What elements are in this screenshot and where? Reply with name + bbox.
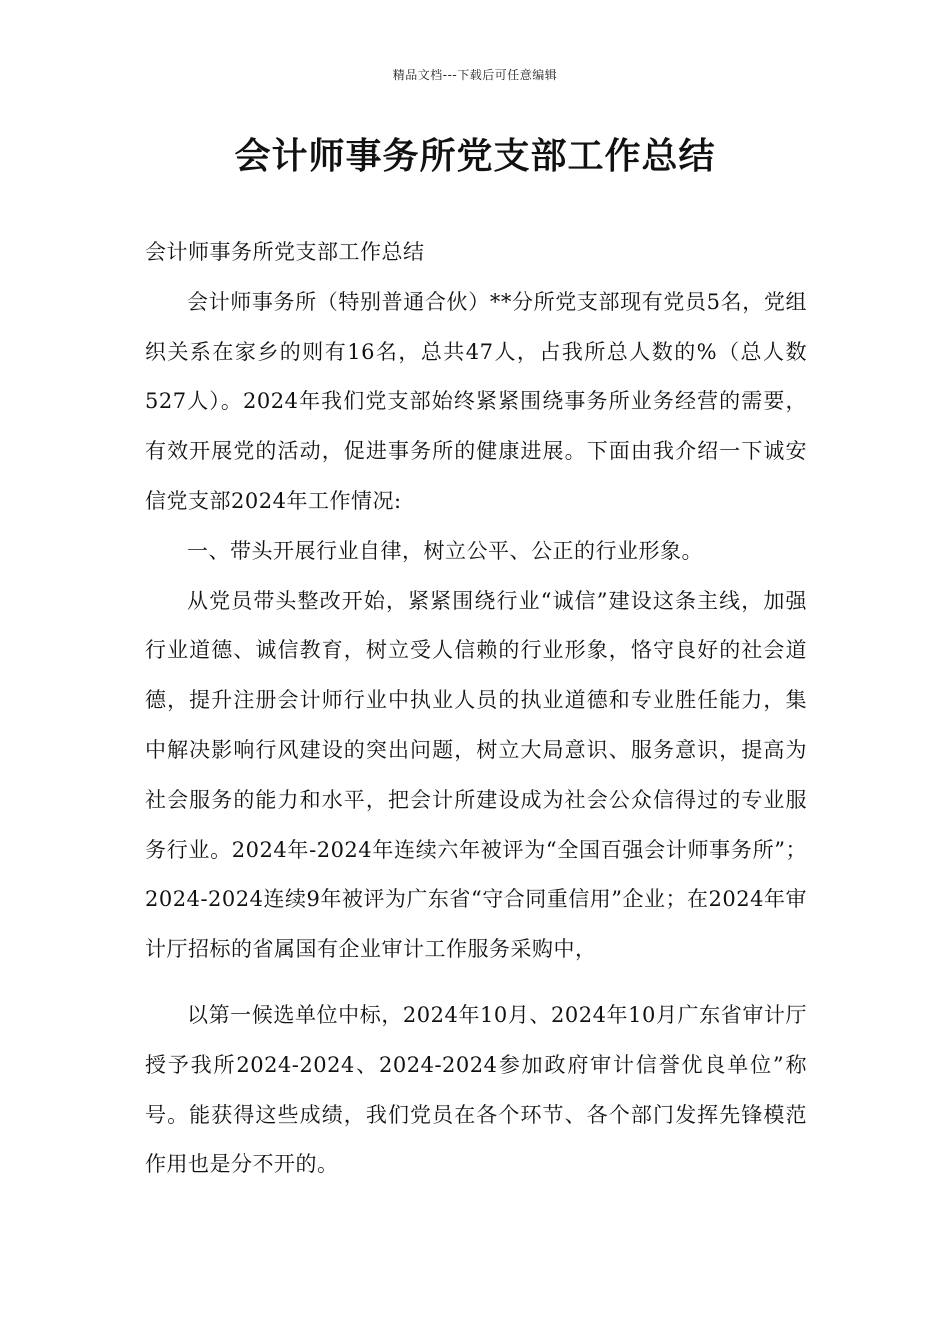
paragraph-integrity: 从党员带头整改开始，紧紧围绕行业“诚信”建设这条主线，加强行业道德、诚信教育，树立受人信赖的行业形象，恪守良好的社会道德，提升注册会计师行业中执业人员的执业道德和专业胜任能力，集中解决影响行风建设的突出问题，树立大局意识、服务意识，提高为社会服务的能力和水平，把会计所建设成为社会公众信得过的专业服务行业。2024年-2024年连续六年被评为“全国百强会计师事务所”；2024-2024连续9年被评为广东省“守合同重信用”企业；在2024年审计厅招标的省属国有企业审计工作服务采购中， [145,588,807,962]
document-body [145,228,807,1190]
paragraph-intro: 会计师事务所（特别普通合伙）**分所党支部现有党员5名，党组织关系在家乡的则有16名，总共47人，占我所总人数的%（总人数527人）。2024年我们党支部始终紧紧围绕事务所业务经营的需要，有效开展党的活动，促进事务所的健康进展。下面由我介绍一下诚安信党支部2024年工作情况: [145,289,807,513]
document-subtitle: 会计师事务所党支部工作总结 [145,240,425,264]
header-note: 精品文档---下载后可任意编辑 [392,68,558,82]
paragraph-award: 以第一候选单位中标，2024年10月、2024年10月广东省审计厅授予我所2024-2024、2024-2024参加政府审计信誉优良单位”称号。能获得这些成绩，我们党员在各个环节、各个部门发挥先锋模范作用也是分不开的。 [145,1002,807,1177]
section-heading-one: 一、带头开展行业自律，树立公平、公正的行业形象。 [187,538,703,563]
document-title: 会计师事务所党支部工作总结 [234,136,716,177]
